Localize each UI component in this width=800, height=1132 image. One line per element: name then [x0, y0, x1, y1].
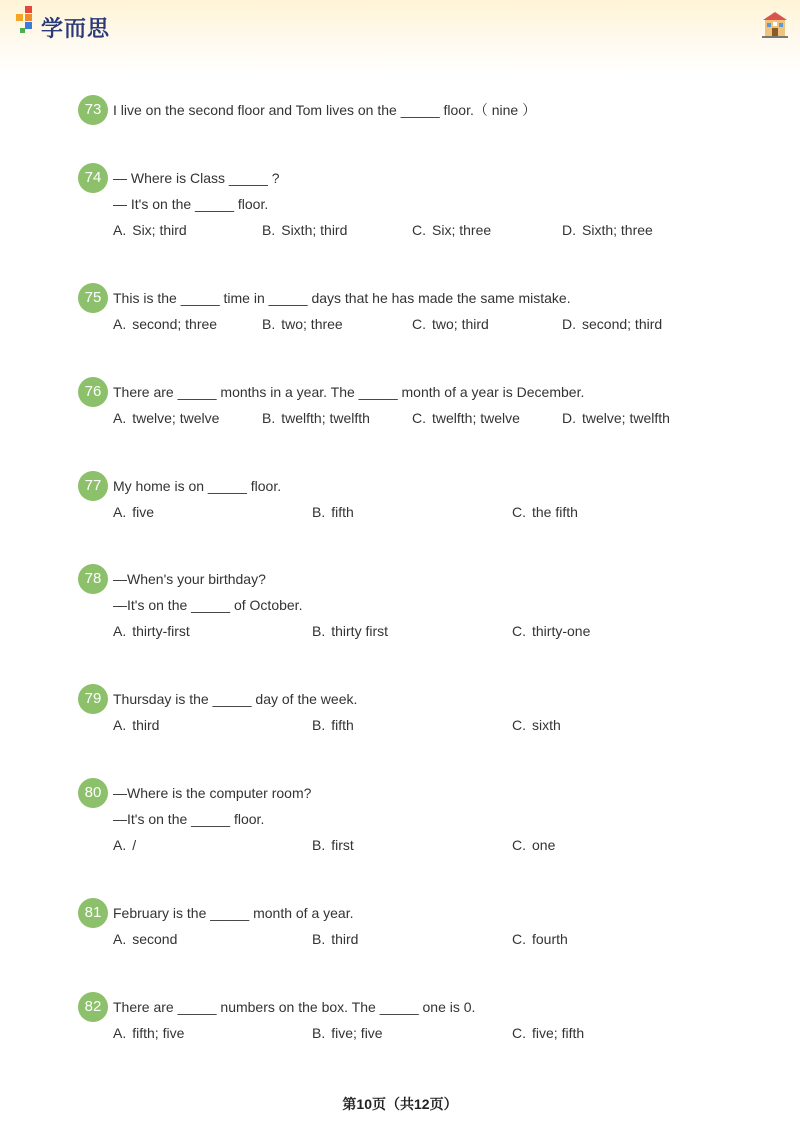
answer-option[interactable] — [312, 622, 388, 640]
xueersi-logo-icon — [16, 6, 38, 34]
answer-option[interactable] — [113, 315, 217, 333]
option-text: sixth — [532, 717, 561, 733]
question-stem: There are _____ numbers on the box. The _____ one is 0. — [113, 999, 476, 1015]
question-number-badge: 80 — [78, 778, 108, 808]
option-letter: B. — [312, 1025, 326, 1041]
question-number-badge: 75 — [78, 283, 108, 313]
answer-option[interactable] — [113, 409, 219, 427]
answer-option[interactable] — [512, 503, 578, 521]
option-letter: B. — [312, 504, 326, 520]
option-text: one — [532, 837, 556, 853]
question-stem: I live on the second floor and Tom lives on the _____ floor.（ nine ） — [113, 102, 537, 118]
question-stem-line: —It's on the _____ floor. — [113, 811, 265, 827]
option-letter: A. — [113, 717, 127, 733]
answer-option[interactable] — [113, 930, 177, 948]
option-text: twelfth; twelfth — [281, 410, 370, 426]
option-text: first — [331, 837, 354, 853]
option-text: twelfth; twelve — [432, 410, 520, 426]
question-stem: This is the _____ time in _____ days that he has made the same mistake. — [113, 290, 571, 306]
option-text: fifth; five — [132, 1025, 185, 1041]
option-letter: C. — [512, 504, 526, 520]
option-text: Sixth; three — [582, 222, 653, 238]
option-letter: D. — [562, 222, 576, 238]
question-number-badge: 76 — [78, 377, 108, 407]
option-text: twelve; twelve — [132, 410, 220, 426]
answer-option[interactable] — [562, 315, 662, 333]
option-text: five; fifth — [532, 1025, 585, 1041]
option-text: thirty-one — [532, 623, 591, 639]
option-text: twelve; twelfth — [582, 410, 670, 426]
option-letter: C. — [412, 222, 426, 238]
answer-option[interactable] — [412, 315, 489, 333]
school-building-icon — [760, 10, 790, 40]
option-text: / — [132, 837, 137, 853]
option-text: third — [331, 931, 359, 947]
answer-option[interactable] — [562, 409, 670, 427]
option-letter: A. — [113, 837, 127, 853]
answer-option[interactable] — [262, 221, 347, 239]
answer-option[interactable] — [412, 221, 491, 239]
question-number-badge: 73 — [78, 95, 108, 125]
answer-option[interactable] — [312, 503, 354, 521]
option-text: Six; three — [432, 222, 492, 238]
answer-option[interactable] — [113, 221, 187, 239]
option-letter: D. — [562, 316, 576, 332]
option-text: the fifth — [532, 504, 578, 520]
answer-option[interactable] — [113, 836, 136, 854]
brand-name: 学而思 — [41, 17, 111, 42]
option-text: thirty first — [331, 623, 389, 639]
option-letter: B. — [262, 316, 276, 332]
option-letter: A. — [113, 623, 127, 639]
question-stem: — Where is Class _____ ? — [113, 170, 280, 186]
answer-option[interactable] — [312, 930, 358, 948]
answer-option[interactable] — [512, 622, 590, 640]
option-letter: C. — [512, 623, 526, 639]
option-text: two; third — [432, 316, 489, 332]
option-letter: A. — [113, 504, 127, 520]
option-letter: A. — [113, 931, 127, 947]
answer-option[interactable] — [262, 409, 370, 427]
option-text: fourth — [532, 931, 568, 947]
question-number-badge: 78 — [78, 564, 108, 594]
option-letter: A. — [113, 222, 127, 238]
option-text: third — [132, 717, 160, 733]
answer-option[interactable] — [512, 836, 555, 854]
option-text: second; third — [582, 316, 663, 332]
option-letter: C. — [512, 931, 526, 947]
answer-option[interactable] — [312, 836, 354, 854]
option-letter: C. — [512, 837, 526, 853]
answer-option[interactable] — [312, 716, 354, 734]
option-text: thirty-first — [132, 623, 190, 639]
option-letter: B. — [262, 222, 276, 238]
option-text: five; five — [331, 1025, 383, 1041]
answer-option[interactable] — [512, 930, 568, 948]
question-stem: There are _____ months in a year. The _____ month of a year is December. — [113, 384, 585, 400]
option-letter: A. — [113, 410, 127, 426]
answer-option[interactable] — [113, 1024, 184, 1042]
page-header — [0, 0, 800, 72]
answer-option[interactable] — [412, 409, 520, 427]
option-letter: B. — [312, 623, 326, 639]
option-text: Sixth; third — [281, 222, 348, 238]
answer-option[interactable] — [262, 315, 343, 333]
option-letter: B. — [312, 837, 326, 853]
answer-option[interactable] — [113, 716, 159, 734]
answer-option[interactable] — [512, 716, 561, 734]
option-text: second; three — [132, 316, 218, 332]
option-text: fifth — [331, 717, 354, 733]
answer-option[interactable] — [113, 622, 190, 640]
question-stem: —When's your birthday? — [113, 571, 266, 587]
option-text: fifth — [331, 504, 354, 520]
question-number-badge: 81 — [78, 898, 108, 928]
option-text: second — [132, 931, 178, 947]
page-number: 第10页（共12页） — [342, 1096, 458, 1112]
question-stem-line: — It's on the _____ floor. — [113, 196, 269, 212]
option-letter: A. — [113, 316, 127, 332]
option-letter: C. — [412, 316, 426, 332]
answer-option[interactable] — [562, 221, 653, 239]
question-stem-line: —It's on the _____ of October. — [113, 597, 303, 613]
question-stem: Thursday is the _____ day of the week. — [113, 691, 358, 707]
question-stem: —Where is the computer room? — [113, 785, 312, 801]
question-number-badge: 74 — [78, 163, 108, 193]
question-stem: My home is on _____ floor. — [113, 478, 282, 494]
option-letter: D. — [562, 410, 576, 426]
option-text: Six; third — [132, 222, 187, 238]
option-text: five — [132, 504, 155, 520]
option-letter: B. — [312, 717, 326, 733]
option-letter: C. — [412, 410, 426, 426]
option-letter: B. — [262, 410, 276, 426]
option-letter: C. — [512, 717, 526, 733]
answer-option[interactable] — [113, 503, 154, 521]
question-number-badge: 77 — [78, 471, 108, 501]
answer-option[interactable] — [512, 1024, 584, 1042]
brand-logo — [16, 6, 128, 40]
answer-option[interactable] — [312, 1024, 383, 1042]
question-number-badge: 79 — [78, 684, 108, 714]
option-letter: C. — [512, 1025, 526, 1041]
option-text: two; three — [281, 316, 343, 332]
question-number-badge: 82 — [78, 992, 108, 1022]
question-stem: February is the _____ month of a year. — [113, 905, 354, 921]
option-letter: A. — [113, 1025, 127, 1041]
option-letter: B. — [312, 931, 326, 947]
